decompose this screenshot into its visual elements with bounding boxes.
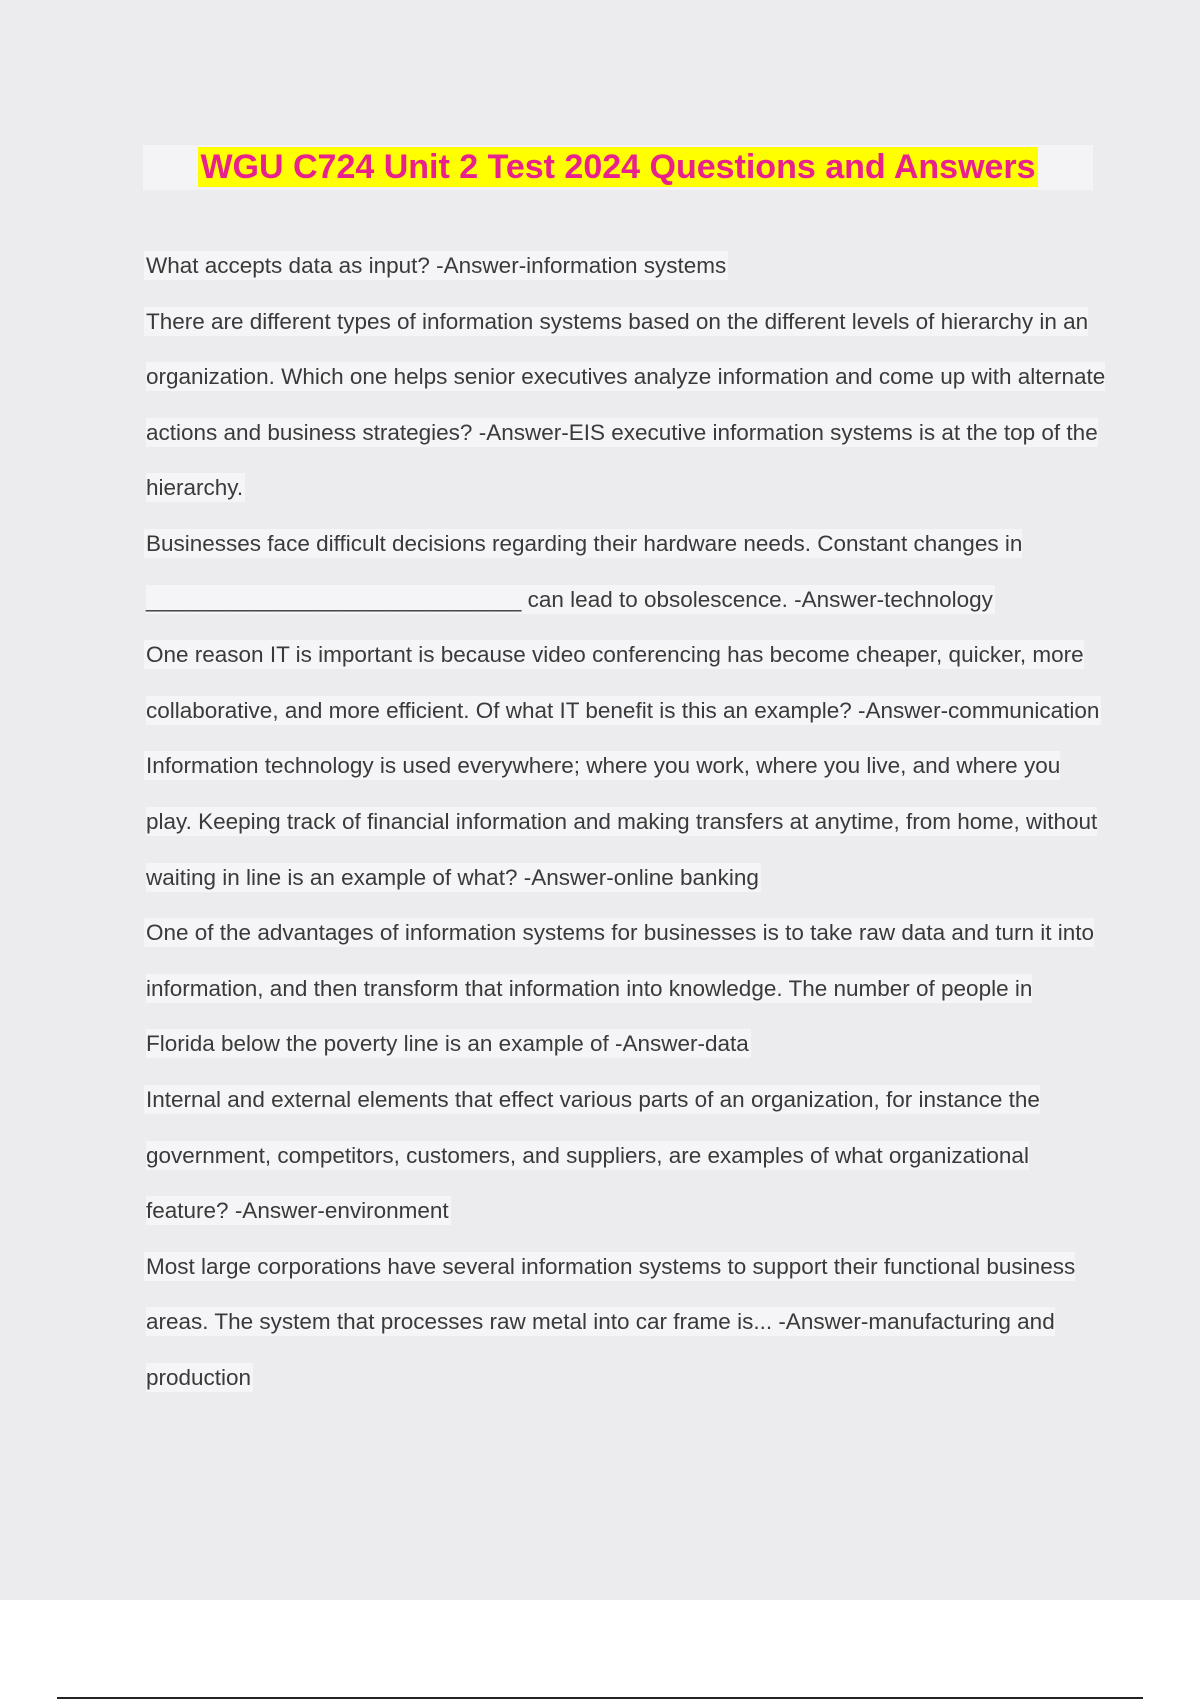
qa-item bbox=[146, 627, 1106, 738]
qa-item-text: One reason IT is important is because video conferencing has become cheaper, quicker, more collaborative, and more efficient. Of what IT benefit is this an example? -Answer-communication bbox=[146, 642, 1100, 723]
qa-item bbox=[146, 294, 1106, 516]
footer-divider bbox=[57, 1697, 1143, 1699]
qa-item-text: Information technology is used everywhere; where you work, where you live, and where you play. Keeping track of financial information and making transfers at anytime, from home, without waiting in line is an example of what? -Answer-online banking bbox=[146, 753, 1098, 890]
qa-item-text: Businesses face difficult decisions regarding their hardware needs. Constant changes in ______________________________ can lead to obsolescence. -Answer-technology bbox=[146, 530, 1023, 612]
qa-item bbox=[146, 1239, 1106, 1406]
qa-item-text: One of the advantages of information systems for businesses is to take raw data and turn it into information, and then transform that information into knowledge. The number of people in Florida below the poverty line is an example of -Answer-data bbox=[146, 920, 1095, 1057]
qa-item-text: There are different types of information systems based on the different levels of hierarchy in an organization. Which one helps senior executives analyze information and come up with alternate actions and business strategies? -Answer-EIS executive information systems is at the top of the hierarchy. bbox=[146, 308, 1106, 501]
qa-item bbox=[146, 905, 1106, 1072]
qa-list bbox=[146, 238, 1106, 1405]
qa-item-text: Most large corporations have several information systems to support their functional business areas. The system that processes raw metal into car frame is... -Answer-manufacturing and production bbox=[146, 1253, 1076, 1390]
qa-item bbox=[146, 516, 1106, 627]
document-title: WGU C724 Unit 2 Test 2024 Questions and Answers bbox=[200, 148, 1036, 186]
qa-item-text: What accepts data as input? -Answer-information systems bbox=[146, 253, 727, 278]
title-banner bbox=[143, 145, 1093, 190]
qa-item bbox=[146, 738, 1106, 905]
qa-item-text: Internal and external elements that effect various parts of an organization, for instance the government, competitors, customers, and suppliers, are examples of what organizational feature? -Answer-environment bbox=[146, 1086, 1040, 1224]
qa-item bbox=[146, 238, 1106, 294]
qa-item bbox=[146, 1072, 1106, 1239]
